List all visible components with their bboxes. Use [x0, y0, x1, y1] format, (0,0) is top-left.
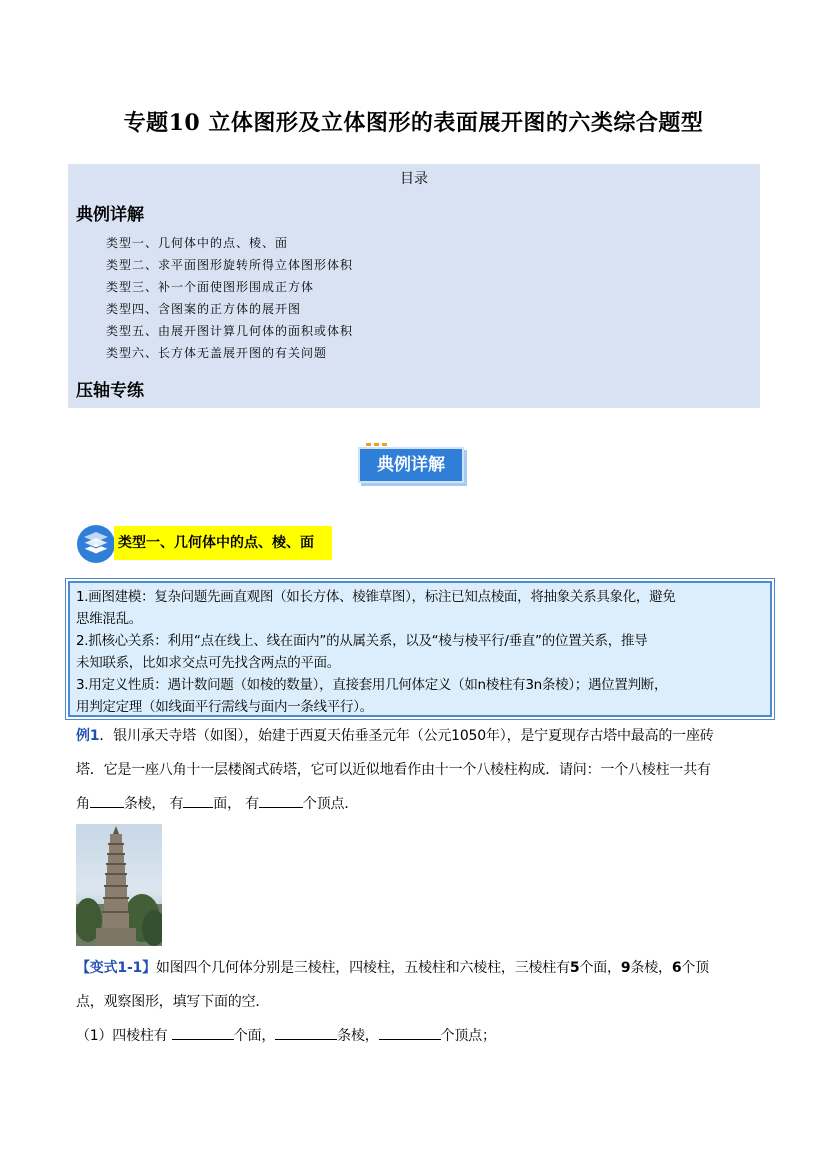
pagoda-photo: [76, 824, 162, 946]
variant-1-1-line-2: 点，观察图形，填写下面的空．: [76, 994, 270, 1010]
tip-line: 2.抓核心关系：利用“点在线上、线在面内”的从属关系，以及“棱与棱平行/垂直”的位置关系，推导: [76, 633, 648, 649]
tips-box: [68, 581, 772, 717]
tip-line: 用判定定理（如线面平行需线与面内一条线平行）。: [76, 699, 373, 715]
tip-line: 未知联系，比如求交点可先找含两点的平面。: [76, 655, 340, 671]
tip-line: 思维混乱。: [76, 611, 142, 627]
answer-blank[interactable]: [379, 1025, 441, 1040]
question-text: 个面，: [233, 1028, 276, 1044]
variant-number: 5: [569, 960, 580, 976]
toc-item[interactable]: 类型五、由展开图计算几何体的面积或体积: [106, 324, 354, 338]
variant-text: 个顶: [681, 960, 709, 976]
variant-1-1-question-1: [76, 1025, 766, 1047]
answer-blank[interactable]: [172, 1025, 234, 1040]
variant-number: 9: [620, 960, 631, 976]
variant-1-1-line-1: [76, 957, 766, 979]
answer-blank[interactable]: [90, 793, 124, 808]
example-1-line-1: [76, 725, 766, 747]
example-text: 面， 有: [213, 796, 259, 812]
example-1-line-3: [76, 793, 766, 815]
example-tag: 例1: [76, 728, 100, 744]
banner-dots: [366, 443, 390, 446]
answer-blank[interactable]: [275, 1025, 337, 1040]
toc-item[interactable]: 类型六、长方体无盖展开图的有关问题: [106, 346, 328, 360]
toc-heading: 目录: [400, 171, 428, 187]
books-stack-icon: [76, 524, 116, 564]
variant-text: 条棱，: [630, 960, 672, 976]
question-text: 个顶点；: [440, 1028, 496, 1044]
example-text: 条棱， 有: [123, 796, 184, 812]
type-one-heading: 类型一、几何体中的点、棱、面: [114, 526, 332, 560]
toc-item[interactable]: 类型一、几何体中的点、棱、面: [106, 236, 289, 250]
toc-item[interactable]: 类型四、含图案的正方体的展开图: [106, 302, 302, 316]
question-text: 条棱，: [337, 1028, 379, 1044]
answer-blank[interactable]: [183, 793, 213, 808]
tip-line: 1.画图建模：复杂问题先画直观图（如长方体、棱锥草图），标注已知点棱面，将抽象关系具象化，避免: [76, 589, 676, 605]
variant-tag: 【变式1-1】: [76, 960, 156, 976]
tip-line: 3.用定义性质：遇计数问题（如棱的数量），直接套用几何体定义（如n棱柱有3n条棱）；遇位置判断，: [76, 677, 668, 693]
example-text: ．银川承天寺塔（如图），始建于西夏天佑垂圣元年（公元1050年），是宁夏现存古塔中最高的一座砖: [99, 728, 714, 744]
variant-number: 6: [671, 960, 682, 976]
variant-text: 个面，: [579, 960, 621, 976]
variant-text: 如图四个几何体分别是三棱柱，四棱柱，五棱柱和六棱柱，三棱柱有: [155, 960, 570, 976]
question-text: （1）四棱柱有: [76, 1028, 172, 1044]
toc-item[interactable]: 类型二、求平面图形旋转所得立体图形体积: [106, 258, 354, 272]
banner-label: 典例详解: [358, 447, 464, 483]
pagoda-illustration: [76, 824, 162, 946]
example-1-line-2: 塔．它是一座八角十一层楼阁式砖塔，它可以近似地看作由十一个八棱柱构成．请问：一个八棱柱一共有: [76, 762, 711, 778]
toc-section-examples[interactable]: 典例详解: [76, 205, 144, 225]
section-banner: [358, 443, 468, 485]
example-text: 角: [76, 796, 90, 812]
toc-list: [106, 232, 353, 364]
toc-item[interactable]: 类型三、补一个面使图形围成正方体: [106, 280, 315, 294]
answer-blank[interactable]: [259, 793, 303, 808]
table-of-contents: [68, 164, 760, 408]
page-title: 专题10 立体图形及立体图形的表面展开图的六类综合题型: [123, 110, 704, 136]
example-text: 个顶点．: [302, 796, 359, 812]
toc-section-practice[interactable]: 压轴专练: [76, 381, 144, 401]
